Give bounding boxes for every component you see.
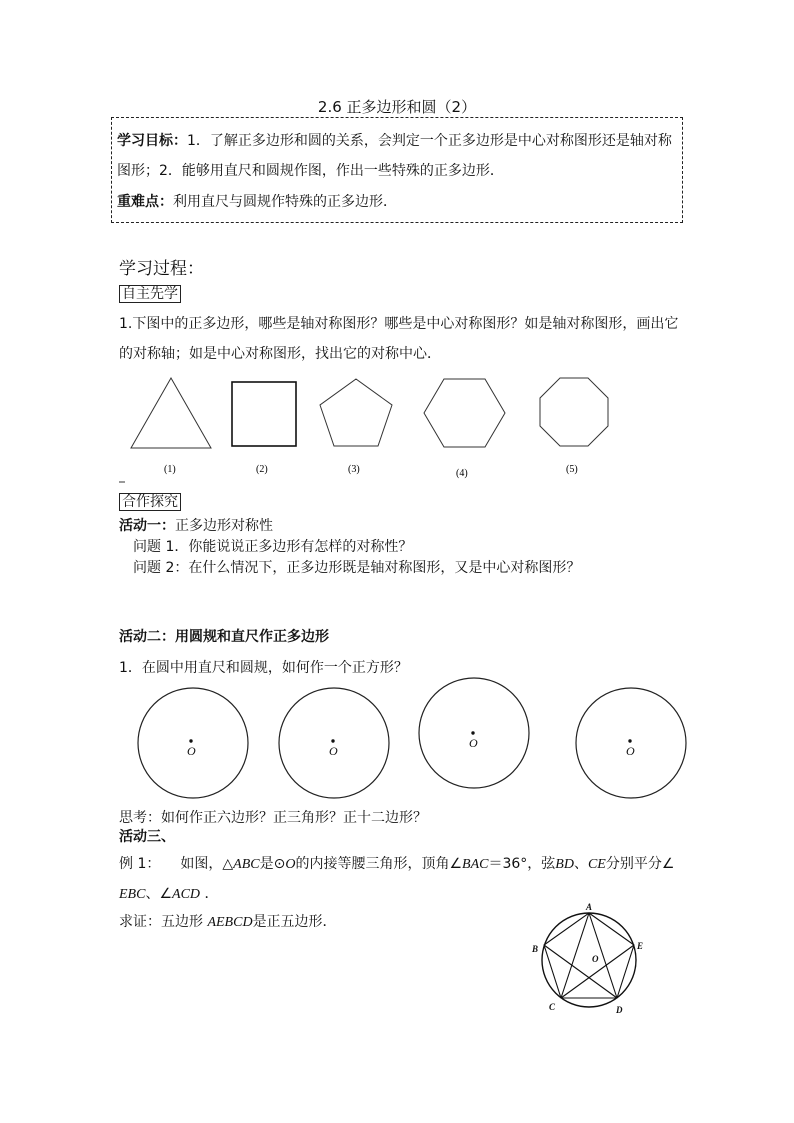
pentagon-star-figure	[542, 913, 636, 1007]
pentagon-shape	[320, 379, 392, 446]
center-label-2: O	[329, 744, 338, 758]
goals-text-2: 图形；2．能够用直尺和圆规作图，作出一些特殊的正多边形．	[117, 163, 504, 179]
cooperate-label: 合作探究	[119, 493, 181, 511]
page-title: 2.6 正多边形和圆（2）	[317, 98, 477, 116]
point-d-label: D	[616, 1005, 623, 1015]
activity-1-line	[119, 515, 273, 535]
center-dot-1	[189, 739, 192, 742]
example-1-label: 例 1：	[119, 856, 161, 872]
point-a-label: A	[586, 902, 593, 912]
point-o-label: O	[592, 954, 599, 964]
hexagon-shape	[424, 379, 505, 447]
center-label-3: O	[469, 736, 478, 750]
square-shape	[232, 382, 296, 446]
key-points-text: 利用直尺与圆规作特殊的正多边形．	[173, 194, 397, 210]
cooperate-label-wrap	[119, 494, 181, 511]
circle-2	[279, 688, 389, 798]
activity-1-label: 活动一：	[119, 518, 175, 534]
point-b-label: B	[532, 944, 539, 954]
caption-5: (5)	[566, 464, 578, 475]
caption-3: (3)	[348, 464, 360, 475]
example-1-line-2: EBC、∠ACD ．	[119, 886, 219, 902]
activity-2-question-1: 1．在圆中用直尺和圆规，如何作一个正方形？	[119, 660, 408, 676]
activity-1-question-2: 问题 2：在什么情况下，正多边形既是轴对称图形，又是中心对称图形？	[133, 560, 581, 576]
center-label-1: O	[187, 744, 196, 758]
center-dot-2	[331, 739, 334, 742]
activity-3-title: 活动三、	[119, 829, 175, 845]
example-1-line-1: 例 1： 如图，△ABC是⊙O的内接等腰三角形，顶角∠BAC＝36°，弦BD、CE分别平分∠	[119, 856, 675, 872]
prove-line: 求证：五边形 AEBCD是正五边形．	[119, 914, 337, 930]
process-heading: 学习过程：	[119, 259, 204, 279]
activity-2-title: 活动二：用圆规和直尺作正多边形	[119, 629, 329, 645]
goals-text-1: 1．了解正多边形和圆的关系，会判定一个正多边形是中心对称图形还是轴对称	[187, 133, 672, 149]
self-study-label: 自主先学	[119, 285, 181, 303]
self-study-q1-line2: 的对称轴；如是中心对称图形，找出它的对称中心．	[119, 346, 441, 362]
center-label-4: O	[626, 744, 635, 758]
activity-1-question-1: 问题 1．你能说说正多边形有怎样的对称性？	[133, 539, 413, 555]
octagon-shape	[540, 378, 608, 446]
caption-2: (2)	[256, 464, 268, 475]
circle-4	[576, 688, 686, 798]
self-study-q1-line1: 1.下图中的正多边形，哪些是轴对称图形？哪些是中心对称图形？如是轴对称图形，画出它	[119, 316, 679, 332]
goals-label: 学习目标：	[117, 133, 187, 149]
circle-1	[138, 688, 248, 798]
center-dot-4	[628, 739, 631, 742]
point-e-label: E	[637, 941, 644, 951]
caption-4: (4)	[456, 468, 468, 479]
triangle-shape	[131, 378, 211, 448]
caption-1: (1)	[164, 464, 176, 475]
activity-1-title: 正多边形对称性	[175, 518, 273, 534]
activity-2-think: 思考：如何作正六边形？正三角形？正十二边形？	[119, 810, 427, 826]
center-dot-3	[471, 731, 474, 734]
point-c-label: C	[549, 1002, 556, 1012]
key-points-label: 重难点：	[117, 194, 173, 210]
